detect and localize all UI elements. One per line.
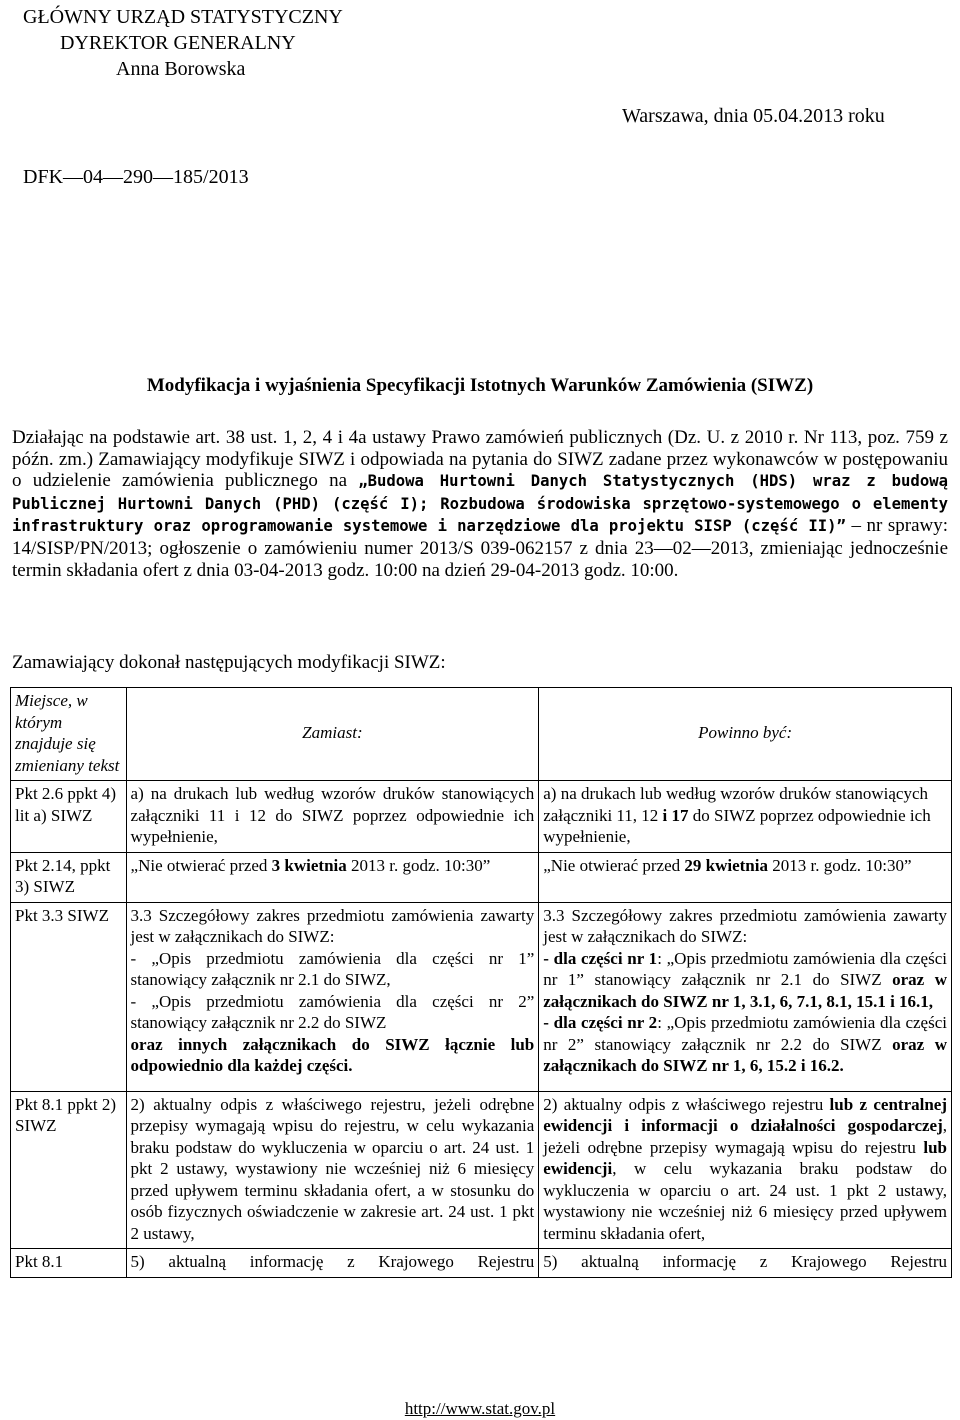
cell-instead: [126, 902, 539, 1091]
cell-should-be: 5) aktualną informację z Krajowego Rejestru: [539, 1249, 952, 1278]
table-row: [11, 852, 952, 902]
text-segment: , w celu wykazania braku podstaw do wykluczenia w oparciu o art. 24 ust. 1 pkt 2 ustawy, wystawiony nie wcześniej niż 6 miesięcy przed upływem terminu składania ofert,: [543, 1159, 947, 1243]
bold-segment: lub ewidencji: [543, 1137, 947, 1178]
cell-should-be: [539, 781, 952, 853]
cell-place: Pkt 2.14, ppkt 3) SIWZ: [11, 852, 127, 902]
text-segment: do SIWZ poprzez odpowiednie ich wypełnienie,: [543, 805, 931, 846]
text-segment: : „Opis przedmiotu zamówienia dla części nr 2” stanowiący załącznik nr 2.2 do SIWZ: [543, 1013, 947, 1054]
bold-segment: i 17: [662, 805, 689, 825]
intro-case-details: – nr sprawy: 14/SISP/PN/2013; ogłoszenie o zamówieniu numer 2013/S 039-062157 z dnia 23—02—2013, zmieniając jednocześnie termin składania ofert z dnia 03-04-2013 godz. 10:00 na dzień 29-04-2013 godz. 10:00.: [12, 515, 948, 581]
text-segment: 3.3 Szczegółowy zakres przedmiotu zamówienia zawarty jest w załącznikach do SIWZ:: [130, 905, 535, 946]
footer: [0, 1399, 960, 1419]
text-segment: „Nie otwierać przed: [130, 855, 272, 875]
signatory-name: Anna Borowska: [116, 58, 246, 80]
text-segment: : „Opis przedmiotu zamówienia dla części nr 1” stanowiący załącznik nr 2.1 do SIWZ: [543, 948, 947, 989]
cell-place: Pkt 8.1 ppkt 2) SIWZ: [11, 1091, 127, 1249]
text-segment: a) na drukach lub według wzorów druków stanowiących załączniki 11, 12: [543, 784, 929, 825]
cell-instead: 2) aktualny odpis z właściwego rejestru, jeżeli odrębne przepisy wymagają wpisu do rejestru, w celu wykazania braku podstaw do wykluczenia w oparciu o art. 24 ust. 1 pkt 2 ustawy, wystawiony nie wcześniej niż 6 miesięcy przed upływem terminu składania ofert, a w stosunku do osób fizycznych oświadczenie w zakresie art. 24 ust. 1 pkt 2 ustawy,: [126, 1091, 539, 1249]
bold-segment: 3 kwietnia: [271, 855, 347, 875]
cell-should-be: [539, 1091, 952, 1249]
bold-segment: - dla części nr 1: [543, 948, 658, 968]
letterhead: [23, 4, 453, 82]
text-segment: 2013 r. godz. 10:30”: [767, 855, 912, 875]
intro-project-name: „Budowa Hurtowni Danych Statystycznych (HDS) wraz z budową Publicznej Hurtowni Danych (PHD) (część I); Rozbudowa środowiska sprzętowo-systemowego o elementy infrastruktury oraz oprogramowanie systemowe i narzędziowe dla projektu SISP (część II)”: [12, 472, 948, 536]
reference-number: DFK—04—290—185/2013: [23, 166, 249, 188]
cell-instead: [126, 852, 539, 902]
cell-instead: a) na drukach lub według wzorów druków stanowiących załączniki 11 i 12 do SIWZ poprzez odpowiednie ich wypełnienie,: [126, 781, 539, 853]
cell-should-be: [539, 902, 952, 1091]
text-segment: 3.3 Szczegółowy zakres przedmiotu zamówienia zawarty jest w załącznikach do SIWZ:: [543, 905, 947, 946]
text-segment: 2013 r. godz. 10:30”: [346, 855, 491, 875]
intro-paragraph: [12, 427, 948, 581]
bold-segment: oraz innych załącznikach do SIWZ łącznie lub odpowiednio dla każdej części.: [130, 1034, 535, 1075]
modifications-table: [10, 687, 952, 1278]
bold-segment: oraz w załącznikach do SIWZ nr 1, 3.1, 6, 7.1, 8.1, 15.1 i 16.1,: [543, 970, 947, 1011]
text-segment: „Nie otwierać przed: [543, 855, 685, 875]
table-header-row: [11, 688, 952, 781]
text-segment: - „Opis przedmiotu zamówienia dla części nr 1” stanowiący załącznik nr 2.1 do SIWZ,: [130, 948, 535, 989]
cell-instead: 5) aktualną informację z Krajowego Rejestru: [126, 1249, 539, 1278]
cell-place: Pkt 8.1: [11, 1249, 127, 1278]
bold-segment: oraz w załącznikach do SIWZ nr 1, 6, 15.2 i 16.2.: [543, 1034, 947, 1075]
modifications-heading: Zamawiający dokonał następujących modyfikacji SIWZ:: [12, 652, 446, 673]
table-row: [11, 1091, 952, 1249]
intro-legal-basis: Działając na podstawie art. 38 ust. 1, 2, 4 i 4a ustawy Prawo zamówień publicznych (Dz. U. z 2010 r. Nr 113, poz. 759 z późn. zm.): [12, 427, 948, 470]
header-should-be: Powinno być:: [539, 688, 952, 781]
text-segment: , jeżeli odrębne przepisy wymagają wpisu do rejestru: [543, 1116, 947, 1157]
bold-segment: lub z centralnej ewidencji i informacji o działalności gospodarczej: [543, 1094, 947, 1135]
cell-should-be: [539, 852, 952, 902]
document-date: Warszawa, dnia 05.04.2013 roku: [622, 105, 885, 127]
bold-segment: - dla części nr 2: [543, 1013, 658, 1032]
cell-place: Pkt 2.6 ppkt 4) lit a) SIWZ: [11, 781, 127, 853]
text-segment: 2) aktualny odpis z właściwego rejestru: [543, 1094, 830, 1114]
header-place: Miejsce, w którym znajduje się zmieniany tekst: [11, 688, 127, 781]
signatory-title: DYREKTOR GENERALNY: [60, 32, 296, 54]
header-instead: Zamiast:: [126, 688, 539, 781]
cell-place: Pkt 3.3 SIWZ: [11, 902, 127, 1091]
website-link[interactable]: http://www.stat.gov.pl: [404, 1399, 556, 1418]
intro-text: Zamawiający modyfikuje SIWZ i odpowiada na pytania do SIWZ zadane przez wykonawców w postępowaniu o udzielenie zamówienia publicznego na: [12, 448, 948, 492]
bold-segment: 29 kwietnia: [684, 855, 768, 875]
institution-name: GŁÓWNY URZĄD STATYSTYCZNY: [23, 6, 343, 28]
table-row: [11, 902, 952, 1091]
text-segment: - „Opis przedmiotu zamówienia dla części nr 2” stanowiący załącznik nr 2.2 do SIWZ: [130, 991, 535, 1032]
document-title: Modyfikacja i wyjaśnienia Specyfikacji Istotnych Warunków Zamówienia (SIWZ): [146, 375, 814, 396]
table-row: [11, 1249, 952, 1278]
table-row: [11, 781, 952, 853]
